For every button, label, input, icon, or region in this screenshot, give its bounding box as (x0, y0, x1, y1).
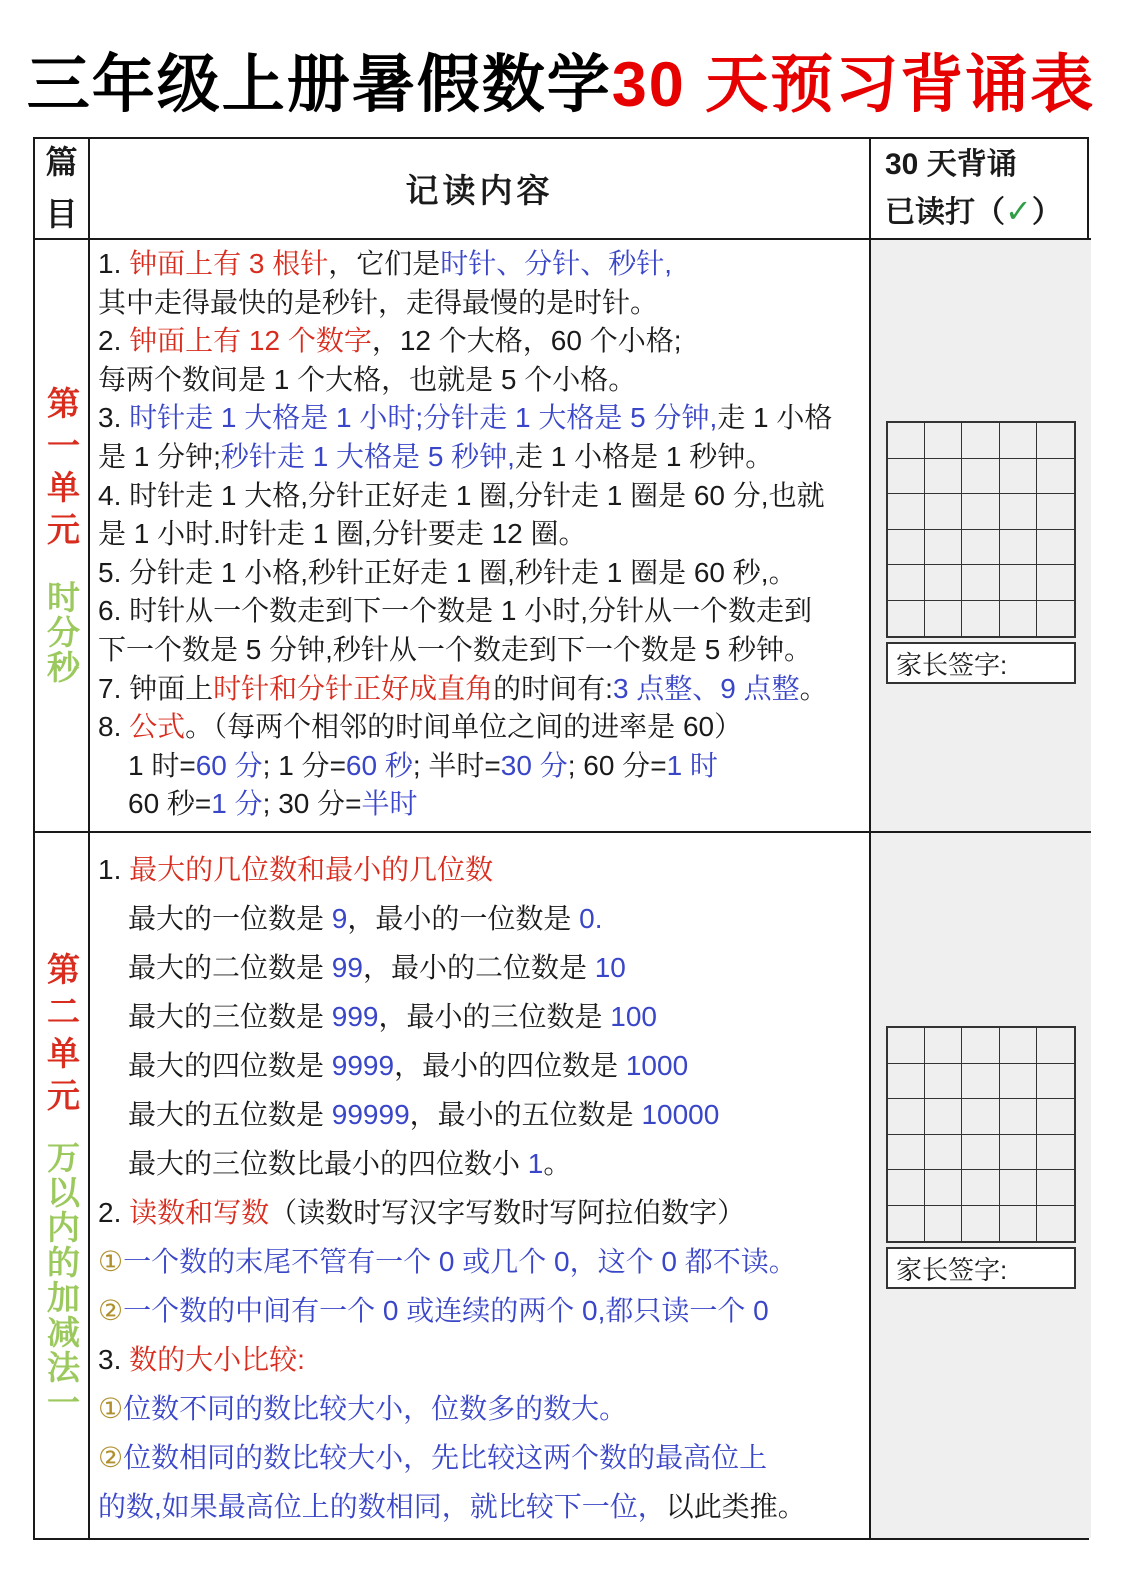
text-segment: 数的大小比较: (129, 1344, 305, 1375)
text-segment: 99999 (331, 1099, 410, 1130)
text-segment: 钟面上有 12 个数字 (129, 325, 372, 357)
check-cell[interactable] (1000, 459, 1037, 495)
check-cell[interactable] (1037, 1099, 1074, 1135)
signature-label: 家长签字: (896, 649, 1008, 680)
check-cell[interactable] (925, 1135, 962, 1171)
text-segment: 3. (98, 1344, 130, 1375)
section2-signature-box[interactable] (886, 1247, 1076, 1289)
text-segment: 1. (98, 248, 130, 279)
text-segment: ; 半时= (412, 749, 501, 781)
text-segment: ，最小的五位数是 (409, 1099, 642, 1130)
content-line (98, 631, 867, 670)
check-cell[interactable] (962, 423, 999, 459)
text-segment: ① (98, 1246, 124, 1277)
text-segment: 最大的三位数比最小的四位数小 (128, 1148, 528, 1179)
check-cell[interactable] (962, 1170, 999, 1206)
text-segment: 钟面上有 3 根针 (129, 248, 329, 279)
header-check-line1: 30 天背诵 (885, 148, 1017, 181)
text-segment: ，最小的三位数是 (378, 1001, 611, 1032)
check-cell[interactable] (888, 1206, 925, 1242)
section2-content (90, 833, 871, 1538)
text-segment: 9 (331, 903, 348, 934)
check-cell[interactable] (1037, 1064, 1074, 1100)
content-line (98, 1041, 867, 1090)
text-segment: 2. (98, 1197, 130, 1228)
text-segment: 1 时 (666, 749, 718, 781)
text-segment: 4. 时针走 1 大格,分针正好走 1 圈,分针走 1 圈是 60 分,也就 (98, 479, 825, 511)
text-segment: 时针走 1 大格是 1 小时;分针走 1 大格是 5 分钟, (129, 402, 718, 434)
text-segment: 最大的五位数是 (128, 1099, 332, 1130)
check-cell[interactable] (1037, 1206, 1074, 1242)
section1-topic-label: 时分秒 (43, 580, 80, 685)
section1-check-grid (886, 421, 1076, 638)
content-line (98, 245, 867, 284)
text-segment: 位数相同的数比较大小，先比较这两个数的最高位上 (123, 1442, 768, 1473)
check-cell[interactable] (925, 423, 962, 459)
text-segment: 10 (594, 952, 626, 983)
check-cell[interactable] (1037, 494, 1074, 530)
check-cell[interactable] (1037, 601, 1074, 637)
text-segment: 下一个数是 5 分钟,秒针从一个数走到下一个数是 5 秒钟。 (98, 633, 813, 665)
content-line (98, 515, 867, 554)
check-cell[interactable] (888, 1170, 925, 1206)
content-line (98, 592, 867, 631)
content-line (98, 438, 867, 477)
check-cell[interactable] (962, 459, 999, 495)
check-cell[interactable] (962, 494, 999, 530)
content-line (98, 785, 867, 824)
text-segment: 9999 (331, 1050, 395, 1081)
content-line (98, 992, 867, 1041)
text-segment: 最大的二位数是 (128, 952, 332, 983)
content-line (98, 361, 867, 400)
content-line (98, 708, 867, 747)
check-cell[interactable] (1037, 1135, 1074, 1171)
recitation-table (33, 137, 1089, 1540)
content-line (98, 1482, 867, 1531)
text-segment: ，最小的二位数是 (362, 952, 595, 983)
check-cell[interactable] (925, 601, 962, 637)
section1-label-cell (35, 240, 90, 833)
text-segment: 6. 时针从一个数走到下一个数是 1 小时,分针从一个数走到 (98, 595, 813, 627)
text-segment: 读数和写数 (129, 1197, 270, 1228)
text-segment: ① (98, 1393, 124, 1424)
content-line (98, 747, 867, 786)
text-segment: 最大的几位数和最小的几位数 (129, 854, 494, 885)
check-cell[interactable] (1037, 565, 1074, 601)
text-segment: 2. (98, 325, 130, 357)
check-cell[interactable] (925, 459, 962, 495)
check-cell[interactable] (962, 1099, 999, 1135)
check-cell[interactable] (888, 1099, 925, 1135)
check-cell[interactable] (1000, 530, 1037, 566)
check-cell[interactable] (888, 601, 925, 637)
content-line (98, 670, 867, 709)
text-segment: 1000 (625, 1050, 689, 1081)
text-segment: 位数不同的数比较大小，位数多的数大。 (123, 1393, 628, 1424)
check-cell[interactable] (1037, 1170, 1074, 1206)
text-segment: 的数,如果最高位上的数相同，就比较下一位， (98, 1491, 666, 1522)
title-red-part: 30 天预习背诵表 (611, 50, 1096, 120)
check-cell[interactable] (925, 1099, 962, 1135)
check-cell[interactable] (888, 494, 925, 530)
check-icon: ✓ (1005, 193, 1032, 229)
text-segment: 每两个数间是 1 个大格，也就是 5 个小格。 (98, 363, 637, 395)
content-line (98, 1090, 867, 1139)
text-segment: 3. (98, 402, 130, 434)
text-segment: 走 1 小格 (717, 402, 833, 434)
check-cell[interactable] (962, 1206, 999, 1242)
text-segment: 。（每两个相邻的时间单位之间的进率是 60） (185, 711, 743, 743)
check-cell[interactable] (1000, 601, 1037, 637)
text-segment: 7. 钟面上 (98, 672, 214, 704)
section2-unit-label: 第二单元 (43, 951, 80, 1120)
text-segment: 是 1 分钟; (98, 440, 221, 472)
text-segment: 最大的四位数是 (128, 1050, 332, 1081)
signature-label: 家长签字: (896, 1254, 1008, 1285)
content-line (98, 477, 867, 516)
text-segment: 一个数的末尾不管有一个 0 或几个 0，这个 0 都不读。 (123, 1246, 797, 1277)
text-segment: 99 (331, 952, 363, 983)
text-segment: ，最小的四位数是 (394, 1050, 626, 1081)
content-line (98, 943, 867, 992)
text-segment: 100 (610, 1001, 657, 1032)
text-segment: 以此类推。 (665, 1491, 806, 1522)
check-cell[interactable] (1000, 1170, 1037, 1206)
text-segment: 60 秒= (128, 788, 212, 820)
section1-check-column (871, 240, 1091, 833)
text-segment: ; 60 分= (567, 749, 667, 781)
check-cell[interactable] (888, 459, 925, 495)
check-cell[interactable] (962, 1028, 999, 1064)
check-cell[interactable] (1000, 565, 1037, 601)
text-segment: ; 30 分= (262, 788, 362, 820)
text-segment: 其中走得最快的是秒针，走得最慢的是时针。 (98, 286, 659, 318)
section1-content (90, 240, 871, 833)
check-cell[interactable] (925, 565, 962, 601)
check-cell[interactable] (925, 1206, 962, 1242)
check-cell[interactable] (925, 1028, 962, 1064)
text-segment: ，12 个大格，60 个小格; (371, 325, 682, 357)
text-segment: ② (98, 1295, 124, 1326)
text-segment: 最大的三位数是 (128, 1001, 332, 1032)
text-segment: ，它们是 (328, 248, 441, 279)
text-segment: 10000 (641, 1099, 720, 1130)
text-segment: ，最小的一位数是 (347, 903, 580, 934)
section2-topic-label: 万以内的加减法一 (43, 1139, 80, 1420)
text-segment: （读数时写汉字写数时写阿拉伯数字） (269, 1197, 746, 1228)
content-line (98, 554, 867, 593)
text-segment: 是 1 小时.时针走 1 圈,分针要走 12 圈。 (98, 518, 587, 550)
header-section-column: 篇目 (35, 139, 90, 240)
header-check-column (871, 139, 1091, 240)
text-segment: 公式 (129, 711, 186, 743)
text-segment: 60 分 (195, 749, 263, 781)
section1-unit-label: 第一单元 (43, 386, 80, 554)
text-segment: 0. (579, 903, 603, 934)
text-segment: 999 (331, 1001, 379, 1032)
check-cell[interactable] (962, 1064, 999, 1100)
content-line (98, 1188, 867, 1237)
page-title (0, 34, 1122, 125)
text-segment: ② (98, 1442, 124, 1473)
check-cell[interactable] (925, 1170, 962, 1206)
check-cell[interactable] (888, 1135, 925, 1171)
content-line (98, 845, 867, 894)
check-cell[interactable] (1037, 530, 1074, 566)
content-line (98, 894, 867, 943)
check-cell[interactable] (925, 494, 962, 530)
check-cell[interactable] (1000, 1028, 1037, 1064)
check-cell[interactable] (962, 565, 999, 601)
check-cell[interactable] (888, 530, 925, 566)
section2-check-grid (886, 1026, 1076, 1243)
text-segment: 时针和分针正好成直角 (213, 672, 494, 704)
text-segment: 30 分 (500, 749, 568, 781)
header-content-column: 记读内容 (90, 139, 871, 240)
check-cell[interactable] (962, 601, 999, 637)
content-line (98, 322, 867, 361)
content-line (98, 1139, 867, 1188)
text-segment: 1 (527, 1148, 544, 1179)
check-cell[interactable] (1037, 423, 1074, 459)
title-black-part: 三年级上册暑假数学 (26, 50, 612, 120)
text-segment: 8. (98, 711, 130, 743)
text-segment: 最大的一位数是 (128, 903, 332, 934)
text-segment: 。 (799, 672, 828, 704)
text-segment: 3 点整、9 点整 (612, 672, 800, 704)
text-segment: 5. 分针走 1 小格,秒针正好走 1 圈,秒针走 1 圈是 60 秒,。 (98, 556, 797, 588)
text-segment: 半时 (361, 788, 418, 820)
text-segment: 1 时= (128, 749, 196, 781)
check-cell[interactable] (1037, 459, 1074, 495)
content-line (98, 1237, 867, 1286)
check-cell[interactable] (888, 1064, 925, 1100)
check-cell[interactable] (1000, 494, 1037, 530)
text-segment: 走 1 小格是 1 秒钟。 (514, 440, 774, 472)
check-cell[interactable] (925, 530, 962, 566)
text-segment: 时针、分针、秒针, (440, 248, 673, 279)
text-segment: 秒针走 1 大格是 5 秒钟, (220, 440, 515, 472)
check-cell[interactable] (925, 1064, 962, 1100)
content-line (98, 399, 867, 438)
text-segment: 60 秒 (345, 749, 413, 781)
check-cell[interactable] (888, 565, 925, 601)
section2-check-column (871, 833, 1091, 1538)
check-cell[interactable] (1000, 1135, 1037, 1171)
content-line (98, 1384, 867, 1433)
content-line (98, 284, 867, 323)
content-line (98, 1335, 867, 1384)
check-cell[interactable] (1000, 423, 1037, 459)
check-cell[interactable] (1000, 1099, 1037, 1135)
text-segment: 。 (543, 1148, 572, 1179)
header-check-line2: 已读打（✓） (885, 193, 1062, 229)
text-segment: ; 1 分= (262, 749, 346, 781)
text-segment: 的时间有: (493, 672, 613, 704)
check-cell[interactable] (1000, 1064, 1037, 1100)
content-line (98, 1286, 867, 1335)
text-segment: 1. (98, 854, 130, 885)
check-cell[interactable] (888, 1028, 925, 1064)
text-segment: 1 分 (211, 788, 263, 820)
check-cell[interactable] (1037, 1028, 1074, 1064)
check-cell[interactable] (888, 423, 925, 459)
check-cell[interactable] (962, 530, 999, 566)
check-cell[interactable] (962, 1135, 999, 1171)
content-line (98, 1433, 867, 1482)
section2-label-cell (35, 833, 90, 1538)
check-cell[interactable] (1000, 1206, 1037, 1242)
section1-signature-box[interactable] (886, 642, 1076, 684)
text-segment: 一个数的中间有一个 0 或连续的两个 0,都只读一个 0 (123, 1295, 769, 1326)
